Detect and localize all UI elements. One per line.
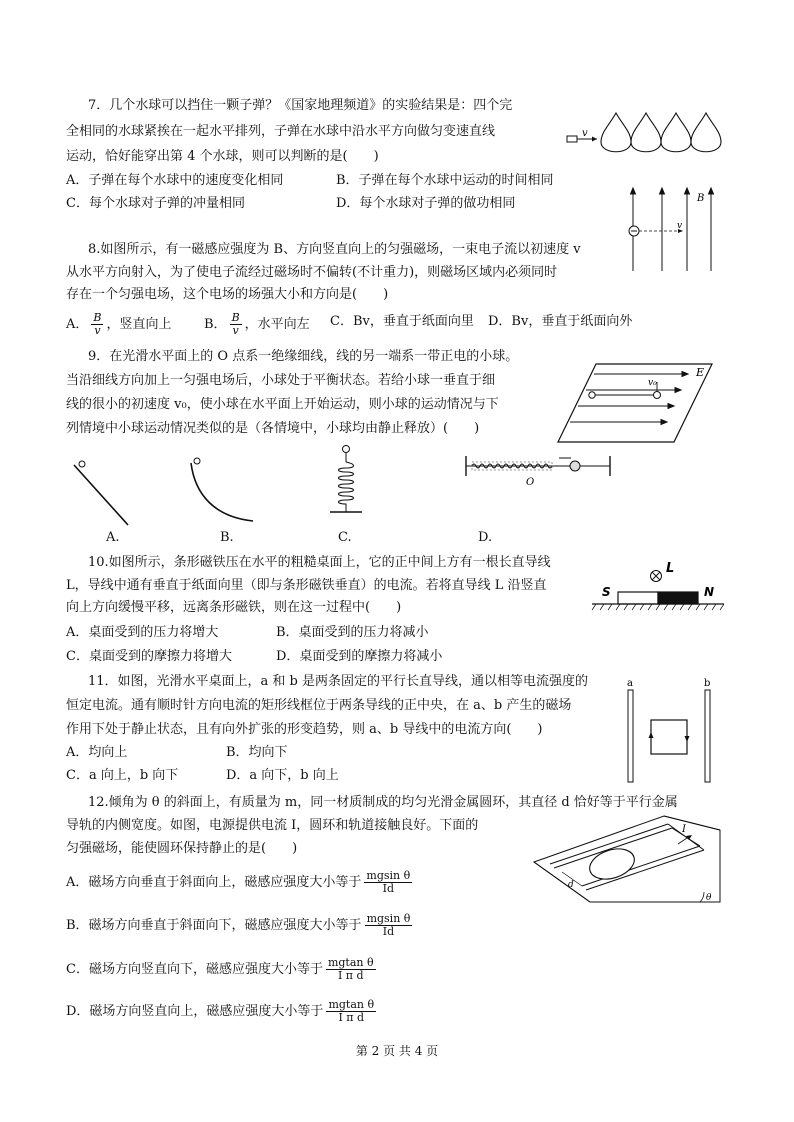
q8-option-b-numerator: B	[231, 311, 240, 324]
q7-velocity-label: v	[582, 128, 588, 139]
q7-water-balls-figure	[565, 110, 725, 170]
q9-velocity-label: v₀	[648, 378, 657, 388]
q12-option-a-denominator: Id	[382, 882, 394, 895]
q8-option-b-denominator: v	[232, 324, 239, 337]
q9-line-4: 列情境中小球运动情况类似的是（各情境中，小球均由静止释放）( )	[66, 421, 480, 436]
q8-line-2: 从水平方向射入，为了使电子流经过磁场时不偏转(不计重力)，则磁场区域内必须同时	[66, 265, 558, 280]
q11-line-1: 11．如图，光滑水平桌面上，a 和 b 是两条固定的平行长直导线，通以相等电流强度的	[88, 674, 589, 689]
q12-option-a-numerator: mgsin θ	[366, 869, 411, 882]
q8-option-b-text: ，水平向左	[244, 317, 310, 332]
q8-field-label: B	[697, 193, 705, 204]
q9-scenario-b-curved-track	[187, 455, 257, 527]
q12-option-c	[66, 957, 379, 982]
q8-option-a-text: ，竖直向上	[106, 317, 172, 332]
q12-option-a-fraction	[364, 870, 412, 895]
q12-option-b-fraction	[365, 913, 413, 938]
q9-scenario-label-b: B.	[220, 530, 234, 545]
q11-wire-a-label: a	[627, 678, 633, 689]
q8-line-1: 8.如图所示，有一磁感应强度为 B、方向竖直向上的匀强磁场，一束电子流以初速度 v	[88, 242, 581, 257]
q12-option-d-denominator: I π d	[338, 1011, 365, 1024]
q11-option-d: D．a 向下，b 向上	[226, 768, 339, 783]
q8-option-b-fraction	[230, 312, 242, 337]
q11-line-3: 作用下处于静止状态，且有向外扩张的形变趋势，则 a、b 导线中的电流方向( )	[66, 722, 543, 737]
q8-option-c: C．Bv，垂直于纸面向里	[330, 314, 474, 329]
q9-line-3: 线的很小的初速度 v₀，使小球在水平面上开始运动，则小球的运动情况与下	[66, 397, 499, 412]
q12-option-d	[66, 999, 379, 1024]
q8-option-b	[204, 312, 310, 337]
q12-current-label: I	[682, 824, 686, 835]
q11-option-c: C．a 向上，b 向下	[66, 768, 179, 783]
q10-option-a: A．桌面受到的压力将增大	[66, 625, 219, 640]
q11-wire-b-label: b	[704, 678, 711, 689]
q8-option-a	[66, 312, 172, 337]
q7-option-b: B．子弹在每个水球中运动的时间相同	[336, 173, 554, 188]
q12-line-3: 匀强磁场，能使圆环保持静止的是( )	[66, 841, 298, 856]
q9-scenario-label-c: C.	[338, 530, 352, 545]
q8-option-b-label: B．	[204, 317, 227, 332]
q12-incline-rails-figure	[528, 812, 724, 912]
q7-option-a: A．子弹在每个水球中的速度变化相同	[66, 173, 284, 188]
q11-parallel-wires-figure	[618, 676, 718, 784]
q12-option-d-text: D．磁场方向竖直向上，磁感应强度大小等于	[66, 1004, 324, 1019]
q8-velocity-label: v	[677, 221, 683, 231]
q9-electric-field-plane-figure	[556, 362, 716, 444]
q8-option-a-denominator: v	[94, 324, 101, 337]
q12-option-d-fraction	[326, 999, 376, 1024]
q12-line-1: 12.倾角为 θ 的斜面上，有质量为 m，同一材质制成的均匀光滑金属圆环，其直径 d 恰好等于平行金属	[88, 795, 678, 810]
q10-line-2: L，导线中通有垂直于纸面向里（即与条形磁铁垂直）的电流。若将直导线 L 沿竖直	[66, 578, 547, 593]
q12-option-b-text: B．磁场方向垂直于斜面向下，磁感应强度大小等于	[66, 918, 362, 933]
q10-wire-label: L	[666, 561, 675, 576]
q10-option-b: B．桌面受到的压力将减小	[276, 625, 429, 640]
q8-magnetic-field-figure	[625, 186, 715, 276]
q12-option-c-text: C．磁场方向竖直向下，磁感应强度大小等于	[66, 962, 323, 977]
q10-line-1: 10.如图所示，条形磁铁压在水平的粗糙桌面上，它的正中间上方有一根长直导线	[88, 555, 551, 570]
q12-angle-label: θ	[706, 893, 712, 903]
q10-option-c: C．桌面受到的摩擦力将增大	[66, 649, 232, 664]
q9-scenario-a-incline	[72, 455, 132, 527]
q10-line-3: 向上方向缓慢平移，远离条形磁铁，则在这一过程中( )	[66, 600, 402, 615]
q7-line-3: 运动，恰好能穿出第 4 个水球，则可以判断的是( )	[66, 149, 379, 164]
q8-option-a-label: A．	[66, 317, 89, 332]
q9-scenario-c-spring	[326, 442, 366, 522]
q9-line-1: 9．在光滑水平面上的 O 点系一绝缘细线，线的另一端系一带正电的小球。	[88, 349, 519, 364]
q10-bar-magnet-figure	[588, 560, 728, 620]
q8-option-a-numerator: B	[93, 311, 102, 324]
q8-option-a-fraction	[91, 312, 103, 337]
q12-option-a	[66, 870, 415, 895]
q10-option-d: D．桌面受到的摩擦力将减小	[276, 649, 443, 664]
q9-scenario-d-horizontal-spring	[462, 452, 614, 492]
q12-option-c-fraction	[326, 957, 376, 982]
q9-scenario-d-origin-label: O	[526, 477, 535, 488]
page-footer: 第 2 页 共 4 页	[355, 1044, 439, 1058]
q8-line-3: 存在一个匀强电场，这个电场的场强大小和方向是( )	[66, 287, 389, 302]
q12-option-b	[66, 913, 415, 938]
q12-option-c-numerator: mgtan θ	[327, 956, 374, 969]
q7-option-c: C．每个水球对子弹的冲量相同	[66, 196, 245, 211]
q12-option-c-denominator: I π d	[337, 969, 364, 982]
q12-diameter-label: d	[568, 880, 574, 890]
q7-line-2: 全相同的水球紧挨在一起水平排列，子弹在水球中沿水平方向做匀变速直线	[66, 124, 496, 139]
q11-option-b: B．均向下	[226, 745, 288, 760]
q11-line-2: 恒定电流。通有顺时针方向电流的矩形线框位于两条导线的正中央，在 a、b 产生的磁场	[66, 698, 572, 713]
q12-option-b-denominator: Id	[382, 925, 395, 938]
q12-option-b-numerator: mgsin θ	[366, 912, 411, 925]
q11-option-a: A．均向上	[66, 745, 128, 760]
q10-south-pole-label: S	[602, 585, 611, 599]
q12-option-d-numerator: mgtan θ	[328, 998, 375, 1011]
q7-option-d: D．每个水球对子弹的做功相同	[336, 196, 516, 211]
q12-line-2: 导轨的内侧宽度。如图，电源提供电流 I，圆环和轨道接触良好。下面的	[66, 818, 479, 833]
q9-scenario-label-a: A.	[106, 530, 120, 545]
q9-scenario-label-d: D.	[478, 530, 493, 545]
q9-line-2: 当沿细线方向加上一匀强电场后，小球处于平衡状态。若给小球一垂直于细	[66, 373, 496, 388]
q10-north-pole-label: N	[704, 585, 715, 599]
q7-line-1: 7．几个水球可以挡住一颗子弹？《国家地理频道》的实验结果是：四个完	[88, 98, 513, 113]
q8-option-d: D．Bv，垂直于纸面向外	[488, 314, 633, 329]
q12-option-a-text: A．磁场方向垂直于斜面向上，磁感应强度大小等于	[66, 875, 362, 890]
q9-field-label: E	[696, 366, 705, 379]
